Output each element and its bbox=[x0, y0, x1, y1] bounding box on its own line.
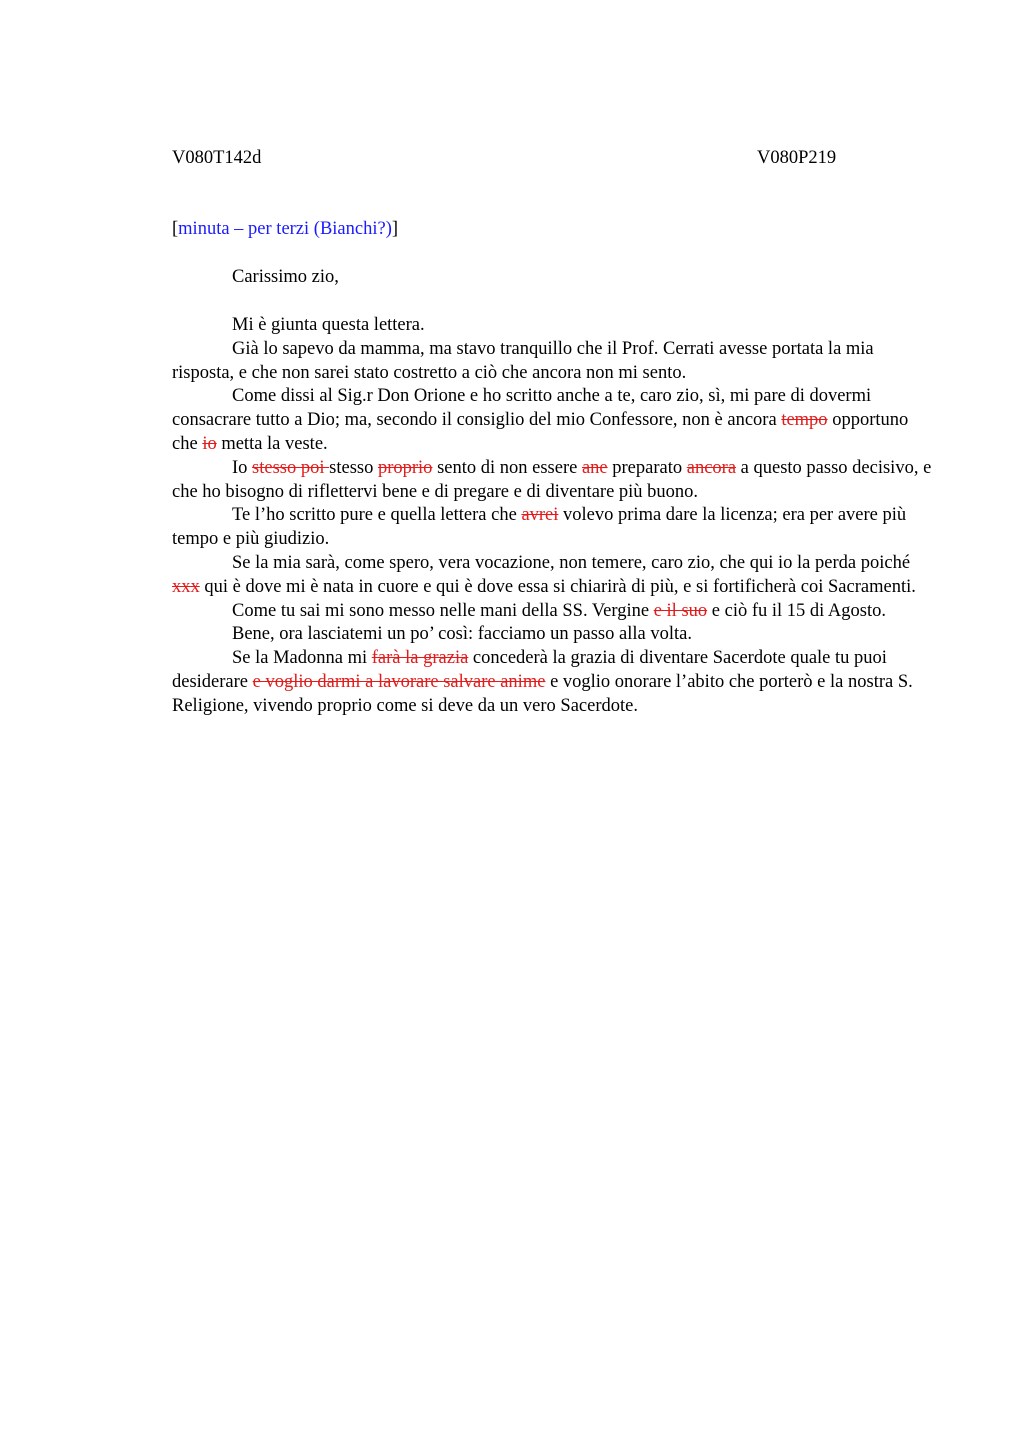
paragraph-text: Bene, ora lasciatemi un po’ così: facciamo un passo alla volta. bbox=[232, 624, 692, 645]
note-open-bracket: [ bbox=[172, 219, 179, 239]
note-close-bracket: ] bbox=[391, 219, 399, 239]
document-code-left: V080T142d bbox=[172, 148, 262, 168]
letter-body bbox=[172, 314, 932, 719]
deleted-text: ane bbox=[581, 457, 608, 478]
note-text: minuta – per terzi (Bianchi?) bbox=[178, 219, 392, 239]
paragraph-text: a questo passo decisivo, e che ho bisogno di riflettervi bene e di pregare e di diventare più buono. bbox=[172, 457, 932, 502]
paragraph-text: Io bbox=[232, 457, 253, 478]
paragraph-text: e voglio onorare l’abito che porterò e la nostra S. Religione, vivendo proprio come si deve da un vero Sacerdote. bbox=[172, 671, 913, 716]
deleted-text: stesso poi bbox=[252, 457, 330, 478]
paragraph-text: metta la veste. bbox=[216, 433, 328, 454]
letter-paragraph bbox=[172, 552, 932, 600]
paragraph-text: Se la mia sarà, come spero, vera vocazione, non temere, caro zio, che qui io la perda poiché bbox=[232, 552, 911, 573]
deleted-text: farà la grazia bbox=[371, 648, 469, 669]
paragraph-text: volevo prima dare la licenza; era per avere più tempo e più giudizio. bbox=[172, 505, 907, 550]
letter-paragraph bbox=[172, 647, 932, 718]
paragraph-text: Come tu sai mi sono messo nelle mani della SS. Vergine bbox=[232, 600, 654, 621]
letter-paragraph bbox=[172, 314, 932, 338]
deleted-text: e voglio darmi a lavorare salvare anime bbox=[252, 671, 546, 692]
deleted-text: proprio bbox=[377, 457, 433, 478]
paragraph-text: e ciò fu il 15 di Agosto. bbox=[707, 600, 886, 621]
salutation: Carissimo zio, bbox=[232, 267, 339, 287]
paragraph-text: Già lo sapevo da mamma, ma stavo tranquillo che il Prof. Cerrati avesse portata la mia risposta, e che non sarei stato costretto a ciò che ancora non mi sento. bbox=[172, 338, 874, 383]
letter-paragraph bbox=[172, 385, 932, 456]
deleted-text: ancora bbox=[686, 457, 737, 478]
paragraph-text: Mi è giunta questa lettera. bbox=[232, 315, 425, 335]
deleted-text: io bbox=[202, 433, 217, 454]
paragraph-text: Se la Madonna mi bbox=[232, 648, 372, 669]
page-code-right: V080P219 bbox=[757, 148, 837, 168]
paragraph-text: Te l’ho scritto pure e quella lettera che bbox=[232, 505, 522, 526]
deleted-text: e il suo bbox=[653, 600, 708, 621]
paragraph-text: qui è dove mi è nata in cuore e qui è dove essa si chiarirà di più, e si fortificherà coi Sacramenti. bbox=[199, 576, 916, 597]
deleted-text: xxx bbox=[172, 576, 200, 597]
paragraph-text: opportuno che bbox=[172, 410, 909, 454]
paragraph-text: preparato bbox=[607, 457, 687, 478]
paragraph-text: sento di non essere bbox=[432, 457, 582, 478]
paragraph-text: concederà la grazia di diventare Sacerdote quale tu puoi desiderare bbox=[172, 648, 887, 692]
letter-paragraph bbox=[172, 338, 932, 386]
paragraph-text: Come dissi al Sig.r Don Orione e ho scritto anche a te, caro zio, sì, mi pare di dovermi consacrare tutto a Dio; ma, secondo il consiglio del mio Confessore, non è ancora bbox=[172, 386, 872, 431]
letter-paragraph bbox=[172, 504, 932, 552]
letter-paragraph bbox=[172, 457, 932, 505]
letter-paragraph bbox=[172, 600, 932, 624]
paragraph-text: stesso bbox=[329, 457, 378, 478]
deleted-text: tempo bbox=[781, 410, 828, 431]
editorial-note bbox=[172, 218, 398, 240]
deleted-text: avrei bbox=[521, 505, 559, 526]
letter-paragraph bbox=[172, 623, 932, 647]
